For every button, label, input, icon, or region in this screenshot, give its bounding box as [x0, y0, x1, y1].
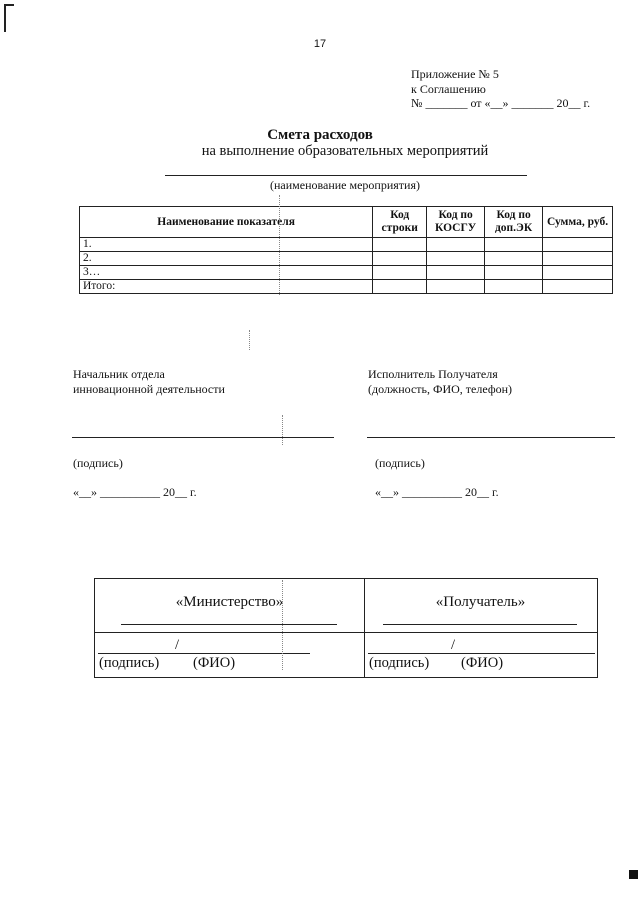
header-kosgu-code: Код по КОСГУ [427, 207, 485, 238]
table-cell [373, 266, 427, 280]
approval-box [94, 578, 598, 678]
left-signer-line-2: инновационной деятельности [73, 382, 225, 396]
appendix-line-3: № _______ от «__» _______ 20__ г. [411, 96, 591, 110]
scan-dotted-line [282, 580, 284, 670]
left-date: «__» __________ 20__ г. [73, 485, 197, 499]
table-row [80, 238, 613, 252]
right-signer-line-2: (должность, ФИО, телефон) [368, 382, 513, 396]
appendix-line-2: к Соглашению [411, 81, 486, 96]
right-sign-caption: (подпись) [375, 456, 425, 470]
table-header-row [80, 207, 613, 238]
right-signer-title [368, 367, 512, 397]
recipient-signature-line [368, 653, 595, 654]
document-title: Смета расходов [267, 127, 373, 143]
table-cell: 3… [80, 266, 373, 280]
table-cell [427, 252, 485, 266]
approval-box-horizontal-divider [95, 632, 597, 633]
corner-crop-mark [4, 4, 14, 32]
table-cell [485, 280, 543, 294]
header-line-code: Код строки [373, 207, 427, 238]
table-cell [485, 238, 543, 252]
appendix-line-1: Приложение № 5 [411, 67, 499, 81]
table-cell [427, 280, 485, 294]
recipient-slash: / [451, 637, 456, 653]
left-sign-caption: (подпись) [73, 456, 123, 470]
page-number: 17 [313, 38, 327, 50]
ministry-name-line [121, 624, 337, 625]
ministry-slash: / [175, 637, 180, 653]
appendix-block [411, 67, 590, 111]
event-name-line [165, 175, 527, 176]
table-cell [373, 280, 427, 294]
event-name-caption: (наименование мероприятия) [270, 178, 420, 192]
left-signature-line [72, 437, 334, 438]
table-total-row [80, 280, 613, 294]
table-cell [427, 238, 485, 252]
table-cell [373, 238, 427, 252]
ministry-sign-caption: (подпись) [99, 655, 160, 671]
recipient-sign-caption: (подпись) [369, 655, 430, 671]
recipient-fio-caption: (ФИО) [461, 655, 504, 671]
expense-table [79, 206, 613, 294]
table-cell [373, 252, 427, 266]
table-cell: Итого: [80, 280, 373, 294]
table-cell [543, 280, 613, 294]
ministry-label: «Министерство» [175, 594, 284, 610]
table-cell [485, 252, 543, 266]
right-signer-line-1: Исполнитель Получателя [368, 367, 498, 381]
scan-dotted-line [282, 415, 284, 445]
table-row [80, 266, 613, 280]
table-cell [543, 266, 613, 280]
table-row [80, 252, 613, 266]
table-cell [427, 266, 485, 280]
table-cell [543, 238, 613, 252]
scan-registration-mark [629, 870, 638, 879]
header-sum: Сумма, руб. [543, 207, 613, 238]
document-subtitle: на выполнение образовательных мероприятий [201, 143, 489, 159]
header-ek-code: Код по доп.ЭК [485, 207, 543, 238]
ministry-fio-caption: (ФИО) [193, 655, 236, 671]
recipient-name-line [383, 624, 577, 625]
left-signer-title [73, 367, 225, 397]
table-cell: 2. [80, 252, 373, 266]
left-signer-line-1: Начальник отдела [73, 367, 165, 381]
right-date: «__» __________ 20__ г. [375, 485, 499, 499]
scan-dotted-line [279, 195, 281, 295]
right-signature-line [367, 437, 615, 438]
table-cell [485, 266, 543, 280]
scan-dotted-line [249, 330, 251, 350]
header-indicator-name: Наименование показателя [80, 207, 373, 238]
table-cell: 1. [80, 238, 373, 252]
recipient-label: «Получатель» [435, 594, 526, 610]
ministry-signature-line [98, 653, 310, 654]
table-cell [543, 252, 613, 266]
